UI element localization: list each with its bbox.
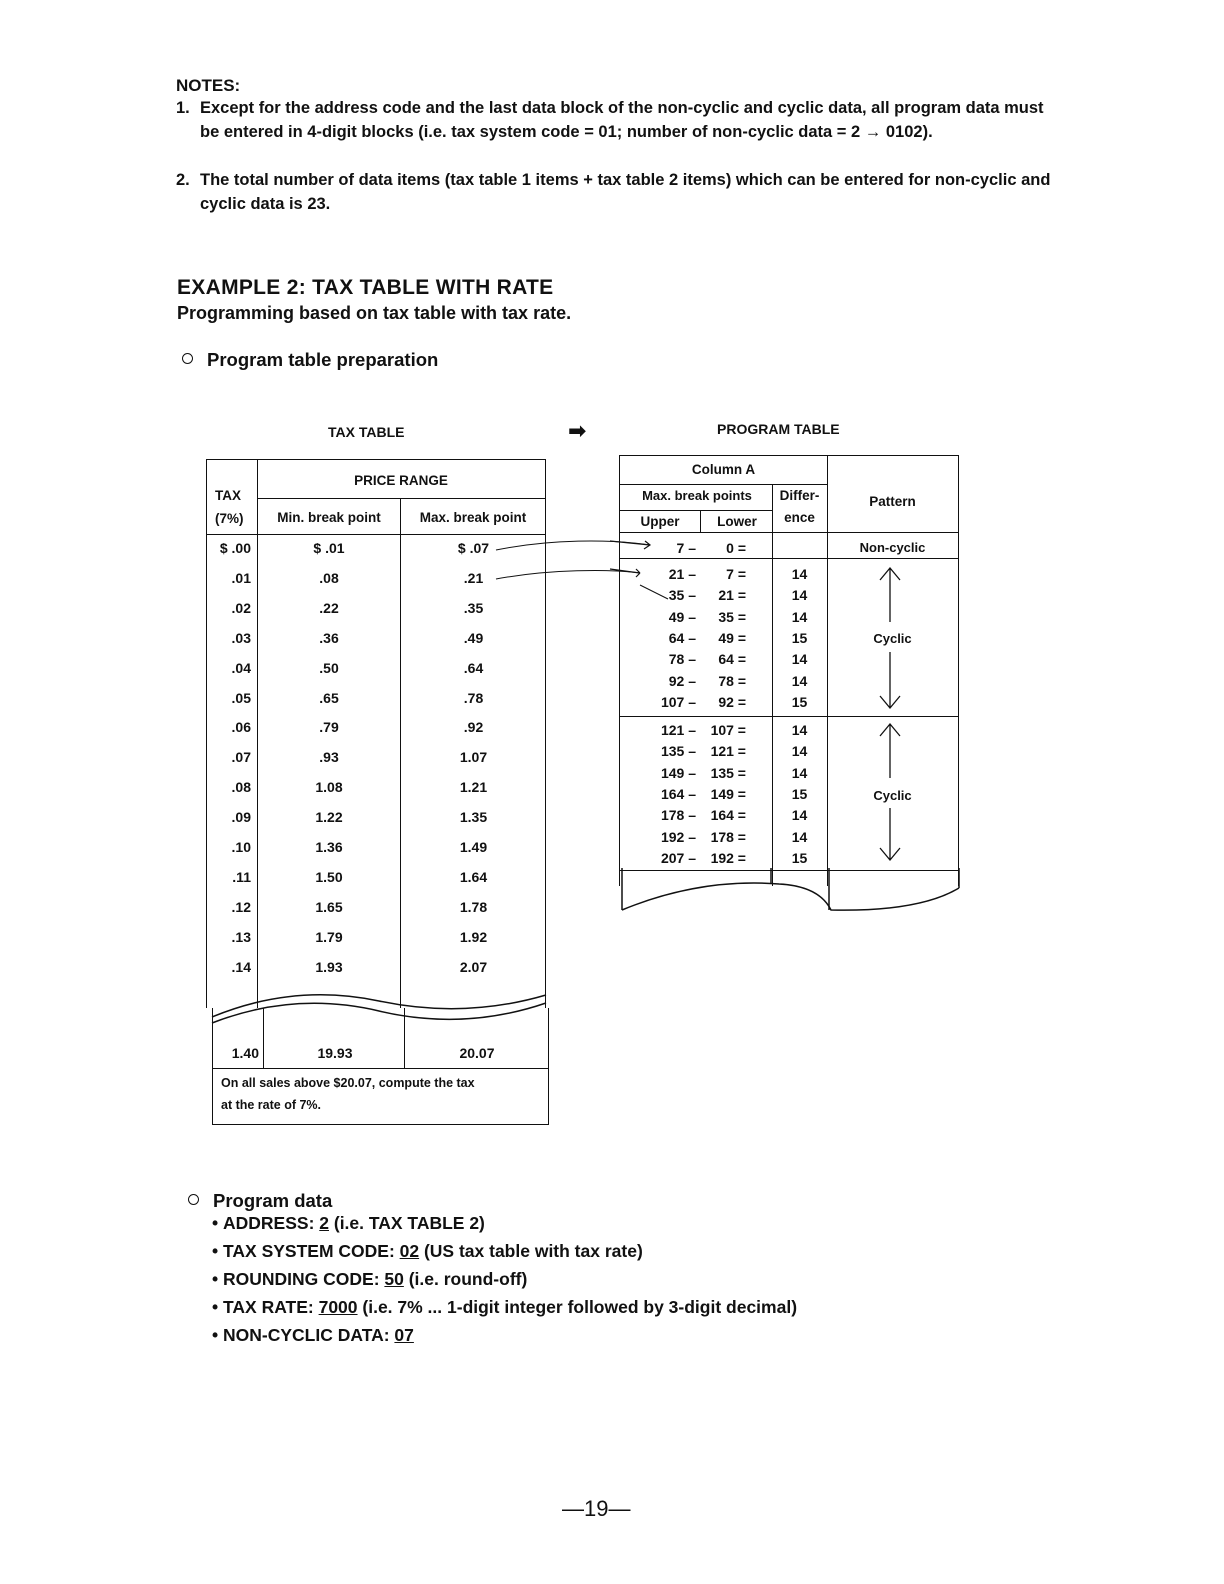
tax-table-cell-tax: .08 xyxy=(231,779,251,796)
last-row-tax: 1.40 xyxy=(231,1045,259,1061)
program-data-value: 50 xyxy=(384,1269,404,1289)
program-table-cell-upper: 207 – xyxy=(660,849,696,866)
program-table-cell-lower: 78 = xyxy=(718,672,746,689)
program-table-cell-upper: 164 – xyxy=(660,785,696,802)
program-table-cell-lower: 149 = xyxy=(710,785,746,802)
notes-title: NOTES: xyxy=(176,76,241,95)
program-table-cell-upper: 107 – xyxy=(660,693,696,710)
tax-table-cell-tax: .05 xyxy=(231,689,251,706)
program-data-note: (i.e. 7% ... 1-digit integer followed by 3-digit decimal) xyxy=(357,1297,798,1317)
tax-table-cell-min: 1.79 xyxy=(315,928,343,945)
program-table-cell-upper: 92 – xyxy=(668,672,696,689)
tax-table-cell-tax: .14 xyxy=(231,958,251,975)
program-table-cell-upper: 64 – xyxy=(668,629,696,646)
tax-table-cell-min: 1.08 xyxy=(315,779,343,796)
tax-table-cell-max: 2.07 xyxy=(459,958,488,975)
tax-table-cell-max: 1.64 xyxy=(459,868,488,885)
program-table-cell-upper: 178 – xyxy=(660,807,696,824)
program-table-cell-upper: 149 – xyxy=(660,764,696,781)
tax-table-cell-max: .78 xyxy=(463,689,484,706)
program-table-cell-lower: 49 = xyxy=(718,629,746,646)
tax-table-cell-tax: $ .00 xyxy=(219,540,251,556)
price-range-header: PRICE RANGE xyxy=(354,473,448,488)
bullet-icon: • xyxy=(212,1213,223,1233)
difference-header-1: Differ- xyxy=(779,488,820,503)
cyclic-label-2: Cyclic xyxy=(873,788,912,803)
pattern-header: Pattern xyxy=(869,494,916,509)
tax-table-cell-max: 1.07 xyxy=(459,749,488,766)
tax-table-cell-tax: .11 xyxy=(232,868,251,885)
tax-table-cell-tax: .07 xyxy=(231,749,251,766)
program-table-cell-diff: 14 xyxy=(791,764,808,781)
tax-table-cell-min: 1.36 xyxy=(315,839,343,855)
noncyclic-pattern: Non-cyclic xyxy=(859,540,926,555)
program-table-cell-diff: 14 xyxy=(791,651,808,668)
tax-table-cell-tax: .12 xyxy=(231,898,251,915)
circle-bullet-icon xyxy=(188,1194,199,1205)
tax-table-cell-min: .08 xyxy=(319,569,339,586)
program-data-label: NON-CYCLIC DATA: xyxy=(223,1325,395,1345)
program-data-item xyxy=(212,1241,797,1269)
example-title: EXAMPLE 2: TAX TABLE WITH RATE xyxy=(177,276,554,299)
tax-table-caption: TAX TABLE xyxy=(328,424,405,440)
note-2-number: 2. xyxy=(176,171,190,189)
tax-table-cell-max: .92 xyxy=(463,719,484,736)
tax-rate-header: (7%) xyxy=(215,511,244,526)
program-data-item xyxy=(212,1213,797,1241)
program-data-note: (i.e. round-off) xyxy=(403,1269,528,1289)
tax-table-cell-max: 1.49 xyxy=(459,839,488,855)
program-table-cell-diff: 14 xyxy=(791,828,808,845)
program-data-item xyxy=(212,1269,797,1297)
program-table-cell-upper: 135 – xyxy=(660,743,696,760)
program-table-cell-lower: 121 = xyxy=(710,743,746,760)
program-data-label: TAX SYSTEM CODE: xyxy=(223,1241,400,1261)
tax-table-cell-min: $ .01 xyxy=(313,540,345,556)
tax-table-cell-max: .64 xyxy=(463,659,484,676)
program-data-value: 7000 xyxy=(318,1297,358,1317)
tax-table-cell-max: $ .07 xyxy=(457,540,490,556)
program-table-cell-lower: 178 = xyxy=(710,828,746,845)
difference-header-2: ence xyxy=(784,510,815,525)
right-arrow-icon: ➡ xyxy=(568,418,587,443)
program-table-cell-diff: 15 xyxy=(791,693,808,710)
note-1 xyxy=(176,96,1056,144)
program-table-cell-diff: 15 xyxy=(791,785,808,802)
tax-table-end xyxy=(212,1008,549,1125)
tax-table-cell-tax: .13 xyxy=(231,928,251,945)
tax-table-cell-min: 1.22 xyxy=(315,809,343,826)
program-data-item xyxy=(212,1297,797,1325)
program-table-cell-lower: 192 = xyxy=(710,849,746,866)
program-table-cell-upper: 78 – xyxy=(668,651,696,668)
program-data-value: 07 xyxy=(394,1325,414,1345)
cyclic-label-1: Cyclic xyxy=(873,631,912,646)
footnote-line-2: at the rate of 7%. xyxy=(221,1098,322,1112)
tax-table-cell-max: .49 xyxy=(463,629,484,646)
tax-table-cell-tax: .01 xyxy=(231,569,251,586)
program-table-cell-diff: 14 xyxy=(791,608,808,625)
upper-header: Upper xyxy=(640,514,680,529)
tax-table-cell-min: .36 xyxy=(319,629,339,646)
program-data-label: ROUNDING CODE: xyxy=(223,1269,385,1289)
section-label: Program table preparation xyxy=(207,349,439,370)
program-data-list xyxy=(212,1213,797,1353)
cyclic-range-arrow-icon xyxy=(875,720,905,870)
tax-table-cell-min: .50 xyxy=(319,659,339,676)
note-2 xyxy=(176,168,1056,216)
note-1-text: Except for the address code and the last data block of the non-cyclic and cyclic data, all program data must be entered in 4-digit blocks (i.e. tax system code = 01; number of non-cyclic data = 2 → 0102). xyxy=(200,99,1044,141)
noncyclic-upper: 7 – xyxy=(676,540,696,556)
torn-edge-icon xyxy=(619,868,961,918)
noncyclic-lower: 0 = xyxy=(726,540,746,556)
program-data-item xyxy=(212,1325,797,1353)
program-table-cell-upper: 192 – xyxy=(660,828,696,845)
program-table-cell-diff: 15 xyxy=(791,849,808,866)
last-row-min: 19.93 xyxy=(317,1045,353,1061)
program-table-cell-lower: 107 = xyxy=(710,722,746,738)
tax-table-cell-tax: .10 xyxy=(231,839,251,855)
program-table-cell-lower: 92 = xyxy=(718,693,746,710)
section-program-table-preparation xyxy=(182,349,438,371)
page-number: —19— xyxy=(562,1496,631,1521)
program-table-caption: PROGRAM TABLE xyxy=(717,421,840,437)
bullet-icon: • xyxy=(212,1325,223,1345)
min-break-header: Min. break point xyxy=(277,510,381,525)
program-data-note: (US tax table with tax rate) xyxy=(419,1241,643,1261)
program-table-cell-lower: 21 = xyxy=(718,587,746,604)
section-label: Program data xyxy=(213,1190,333,1211)
lower-header: Lower xyxy=(717,514,757,529)
program-table-cell-lower: 135 = xyxy=(710,764,746,781)
tax-table-cell-tax: .04 xyxy=(231,659,251,676)
tax-table-cell-min: 1.50 xyxy=(315,868,343,885)
program-table-cell-upper: 121 – xyxy=(660,722,696,738)
program-table-cell-diff: 15 xyxy=(791,629,808,646)
tax-table-cell-tax: .03 xyxy=(231,629,251,646)
program-table-cell-diff: 14 xyxy=(791,672,808,689)
tax-table-cell-min: 1.93 xyxy=(315,958,343,975)
example-subtitle: Programming based on tax table with tax rate. xyxy=(177,303,572,323)
tax-table-cell-max: 1.92 xyxy=(459,928,488,945)
cyclic-range-arrow-icon xyxy=(875,564,905,714)
program-data-label: ADDRESS: xyxy=(223,1213,320,1233)
last-row-max: 20.07 xyxy=(459,1045,495,1061)
max-break-header: Max. break point xyxy=(419,510,527,525)
program-table-cell-lower: 164 = xyxy=(710,807,746,824)
max-break-points-header: Max. break points xyxy=(642,488,752,503)
tax-table-cell-min: .79 xyxy=(319,719,339,736)
tax-table-header xyxy=(207,460,545,535)
tax-table-cell-tax: .06 xyxy=(231,719,251,736)
program-table-cell-lower: 7 = xyxy=(726,566,746,582)
program-table-cell-upper: 49 – xyxy=(668,608,696,625)
program-data-note: (i.e. TAX TABLE 2) xyxy=(329,1213,485,1233)
program-data-label: TAX RATE: xyxy=(223,1297,319,1317)
tax-table-cell-max: .21 xyxy=(463,569,484,586)
program-data-value: 02 xyxy=(399,1241,420,1261)
tax-table-cell-min: .93 xyxy=(319,749,339,766)
tax-table-cell-min: .22 xyxy=(319,599,339,616)
tax-table-cell-max: .35 xyxy=(463,599,484,616)
tax-table-cell-max: 1.21 xyxy=(459,779,488,796)
tax-table-cell-tax: .02 xyxy=(231,599,251,616)
tax-table-cell-max: 1.78 xyxy=(459,898,488,915)
program-table-cell-diff: 14 xyxy=(791,587,808,604)
section-program-data xyxy=(188,1190,332,1212)
note-1-number: 1. xyxy=(176,99,190,117)
program-table xyxy=(619,455,959,886)
tax-table-cell-min: 1.65 xyxy=(315,898,343,915)
bullet-icon: • xyxy=(212,1241,223,1261)
program-table-cell-upper: 21 – xyxy=(668,566,696,582)
tax-table-cell-max: 1.35 xyxy=(459,809,488,826)
tax-header: TAX xyxy=(215,488,241,503)
tax-table-cell-min: .65 xyxy=(319,689,339,706)
program-data-value: 2 xyxy=(319,1213,329,1233)
column-a-header: Column A xyxy=(691,462,756,477)
connector-arrow-icon xyxy=(490,535,680,605)
program-table-cell-upper: 35 – xyxy=(668,587,696,604)
bullet-icon: • xyxy=(212,1269,223,1289)
footnote-line-1: On all sales above $20.07, compute the tax xyxy=(221,1076,475,1090)
note-2-text: The total number of data items (tax table 1 items + tax table 2 items) which can be entered for non-cyclic and cyclic data is 23. xyxy=(200,171,1051,213)
program-table-cell-diff: 14 xyxy=(791,743,808,760)
program-table-cell-lower: 35 = xyxy=(718,608,746,625)
tax-table-cell-tax: .09 xyxy=(231,809,251,826)
bullet-icon: • xyxy=(212,1297,223,1317)
program-table-cell-diff: 14 xyxy=(791,566,808,582)
program-table-cell-lower: 64 = xyxy=(718,651,746,668)
program-table-cell-diff: 14 xyxy=(791,722,808,738)
circle-bullet-icon xyxy=(182,353,193,364)
program-table-cell-diff: 14 xyxy=(791,807,808,824)
